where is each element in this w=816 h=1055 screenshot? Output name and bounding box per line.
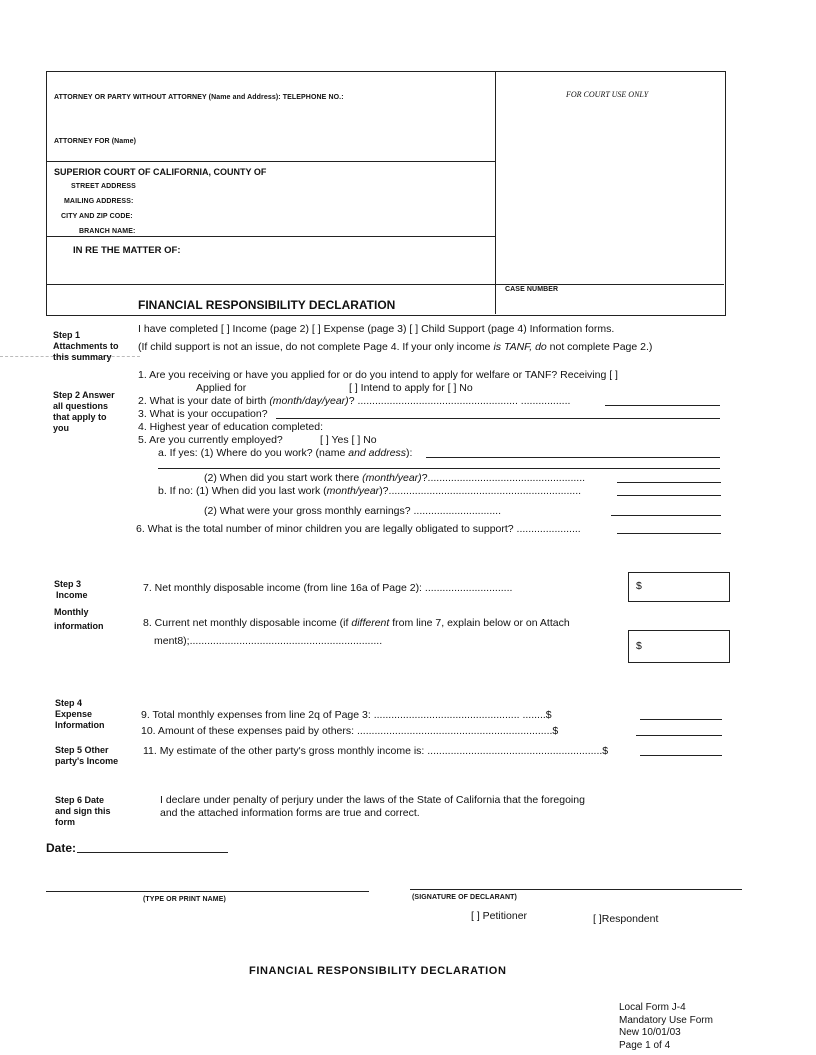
q8-cont: ment8);.................................................................. [154, 635, 383, 647]
step6-label-line: form [55, 817, 75, 827]
footer-date: New 10/01/03 [619, 1027, 681, 1038]
q8-i: different [351, 617, 390, 629]
form-title: FINANCIAL RESPONSIBILITY DECLARATION [138, 298, 396, 312]
q1: 1. Are you receiving or have you applied for or do you intend to apply for welfare or TANF? Receiving [ ] [138, 369, 618, 381]
q5b2-answer-line [611, 515, 721, 516]
signature-line[interactable] [410, 889, 742, 890]
q7: 7. Net monthly disposable income (from line 16a of Page 2): .............................. [143, 582, 513, 594]
city-label: CITY AND ZIP CODE: [61, 213, 133, 220]
q4: 4. Highest year of education completed: [138, 421, 324, 433]
q6: 6. What is the total number of minor children you are legally obligated to support? ...................... [136, 523, 581, 535]
footer-use: Mandatory Use Form [619, 1014, 713, 1026]
footer-page: Page 1 of 4 [619, 1039, 671, 1051]
attorney-for-label: ATTORNEY FOR (Name) [54, 138, 137, 145]
footer-form-number: Local Form J-4 [619, 1002, 686, 1013]
q8-b: from line 7, explain below or on Attach [389, 617, 570, 629]
q11-answer-line [640, 755, 722, 756]
mailing-label: MAILING ADDRESS: [64, 198, 134, 205]
q3: 3. What is your occupation? [138, 408, 268, 420]
q8-amount-box[interactable] [628, 630, 730, 663]
q3-answer-line [276, 418, 720, 419]
step6-label-line: and sign this [55, 806, 111, 816]
q5a1-a: a. If yes: (1) Where do you work? (name [158, 447, 349, 459]
q5b1-answer-line [617, 495, 721, 496]
step6-label-line: Step 6 Date [55, 795, 105, 805]
footer-info [619, 1002, 713, 1052]
matter-label: IN RE THE MATTER OF: [73, 245, 181, 256]
q5a2-a: (2) When did you start work there [204, 472, 363, 484]
caption-line [46, 236, 495, 237]
q8-dollar: $ [636, 640, 642, 652]
date-label: Date: [46, 841, 77, 855]
q5b2: (2) What were your gross monthly earnings? .............................. [204, 505, 502, 517]
q1-intend: [ ] Intend to apply for [ ] No [349, 382, 473, 394]
street-label: STREET ADDRESS [71, 183, 136, 190]
q5a1-answer-line [426, 457, 720, 458]
step4-label [55, 698, 105, 731]
q2 [138, 395, 570, 407]
caption-box [46, 71, 726, 316]
step3-label-line: Monthly [54, 607, 89, 617]
case-number-label: CASE NUMBER [505, 286, 559, 293]
declaration-line2: and the attached information forms are true and correct. [160, 807, 420, 819]
date-line[interactable] [77, 852, 228, 853]
q5a1-b: ): [406, 447, 413, 459]
step3-label-line: information [54, 621, 104, 631]
declaration-line1: I declare under penalty of perjury under the laws of the State of California that the foregoing [160, 794, 585, 806]
q2-answer-line [605, 405, 720, 406]
step5-label-line: Step 5 Other [55, 745, 109, 755]
q7-amount-box[interactable] [628, 572, 730, 602]
branch-label: BRANCH NAME: [79, 228, 136, 235]
step1-line2-i: is TANF, do [493, 341, 547, 353]
q5a2-i: (month/year) [362, 472, 422, 484]
step1-label-line: Attachments to [53, 341, 119, 351]
q10: 10. Amount of these expenses paid by others: ...................................................................$ [141, 725, 559, 737]
q6-answer-line [617, 533, 721, 534]
q5a2-answer-line [617, 482, 721, 483]
step5-label-line: party's Income [55, 756, 119, 766]
step1-label [53, 330, 119, 363]
caption-line [46, 284, 724, 285]
court-name: SUPERIOR COURT OF CALIFORNIA, COUNTY OF [54, 167, 267, 177]
q5: 5. Are you currently employed? [138, 434, 283, 446]
respondent-checkbox[interactable]: [ ]Respondent [593, 913, 659, 925]
q5b1 [158, 485, 581, 497]
step2-label-line: you [53, 423, 70, 433]
step1-label-line: this summary [53, 352, 112, 362]
q2-b: ? ....................................................... ................. [348, 395, 571, 407]
q5a2-b: ?...................................................... [421, 472, 586, 484]
step2-label-line: all questions [53, 401, 109, 411]
q5-yes-no: [ ] Yes [ ] No [320, 434, 377, 446]
caption-divider [495, 71, 496, 314]
type-name-label: (TYPE OR PRINT NAME) [143, 896, 226, 903]
court-use-label: FOR COURT USE ONLY [566, 90, 649, 99]
q5a1 [158, 447, 412, 459]
q5b1-b: )?.................................................................. [379, 485, 582, 497]
q8 [143, 617, 570, 629]
step2-label-line: that apply to [53, 412, 107, 422]
q9-answer-line [640, 719, 722, 720]
print-name-line[interactable] [46, 891, 369, 892]
q2-i: (month/day/year) [269, 395, 349, 407]
signature-label: (SIGNATURE OF DECLARANT) [412, 894, 517, 901]
step4-label-line: Expense [55, 709, 93, 719]
step3-label-b [54, 605, 104, 633]
step1-line2-a: (If child support is not an issue, do not complete Page 4. If your only income [138, 341, 494, 353]
step4-label-line: Step 4 [55, 698, 83, 708]
step3-label [54, 579, 88, 601]
q9: 9. Total monthly expenses from line 2q of Page 3: .................................................. ........$ [141, 709, 552, 721]
q7-dollar: $ [636, 580, 642, 592]
step1-line1: I have completed [ ] Income (page 2) [ ] Expense (page 3) [ ] Child Support (page 4) Information forms. [138, 323, 615, 335]
step1-line2 [138, 341, 652, 353]
step3-label-line: Step 3 [54, 579, 82, 589]
q8-a: 8. Current net monthly disposable income (if [143, 617, 352, 629]
q5a2 [204, 472, 585, 484]
step3-label-line: Income [56, 590, 88, 600]
step2-label-line: Step 2 Answer [53, 390, 115, 400]
step4-label-line: Information [55, 720, 105, 730]
q5b1-a: b. If no: (1) When did you last work ( [158, 485, 327, 497]
step5-label [55, 745, 118, 767]
q2-a: 2. What is your date of birth [138, 395, 270, 407]
q10-answer-line [636, 735, 722, 736]
step6-label [55, 795, 111, 828]
q5a1-answer-line-2 [158, 468, 720, 469]
attorney-label: ATTORNEY OR PARTY WITHOUT ATTORNEY (Name and Address): TELEPHONE NO.: [54, 94, 344, 101]
petitioner-checkbox[interactable]: [ ] Petitioner [471, 910, 528, 922]
step1-line2-b: not complete Page 2.) [546, 341, 653, 353]
step2-label [53, 390, 115, 434]
q11: 11. My estimate of the other party's gross monthly income is: ............................................................$ [143, 745, 609, 757]
q5b1-i: month/year [326, 485, 380, 497]
caption-line [46, 161, 495, 162]
footer-title: FINANCIAL RESPONSIBILITY DECLARATION [249, 965, 507, 977]
q5a1-i: and address [348, 447, 407, 459]
step1-label-line: Step 1 [53, 330, 81, 340]
q1-applied: Applied for [196, 382, 247, 394]
